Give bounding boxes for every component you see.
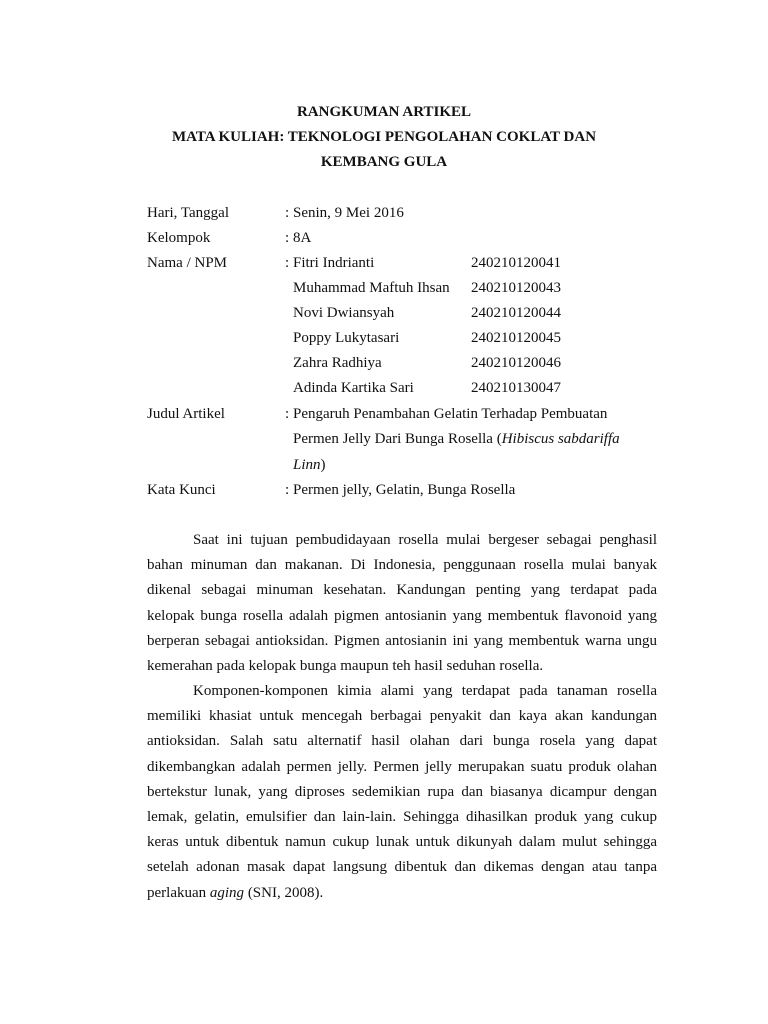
paragraph-text: perlakuan <box>147 884 210 901</box>
judul-line-1: Pengaruh Penambahan Gelatin Terhadap Pembuatan <box>293 406 608 422</box>
paragraph-italic-term: aging <box>209 884 245 901</box>
member-name: Zahra Radhiya <box>293 355 382 371</box>
judul-species-italic: Linn <box>293 457 321 473</box>
judul-text: Permen Jelly Dari Bunga Rosella ( <box>293 431 502 447</box>
course-title-line-1: MATA KULIAH: TEKNOLOGI PENGOLAHAN COKLAT DAN <box>171 129 597 145</box>
kata-kunci-label: Kata Kunci <box>147 482 216 498</box>
paragraph-line: bertekstur lunak, yang diproses sedemikian rupa dan biasanya dicampur dengan <box>147 783 657 800</box>
member-npm: 240210130047 <box>471 380 561 396</box>
paragraph-line: kelopak bunga rosella adalah pigmen antosianin yang membentuk flavonoid yang <box>147 607 657 624</box>
member-name: Adinda Kartika Sari <box>293 380 414 396</box>
colon: : <box>285 230 290 246</box>
paragraph-line: antioksidan. Salah satu alternatif hasil olahan dari bunga rosela yang dapat <box>147 733 657 750</box>
paragraph-text: (SNI, 2008). <box>244 884 324 901</box>
colon: : <box>285 482 290 498</box>
paragraph-line: Komponen-komponen kimia alami yang terdapat pada tanaman rosella <box>193 683 657 699</box>
judul-text: ) <box>320 457 326 473</box>
judul-species-italic: Hibiscus sabdariffa <box>501 431 620 447</box>
colon: : <box>285 205 290 221</box>
paragraph-line: dikembangkan adalah permen jelly. Permen jelly merupakan suatu produk olahan <box>147 758 657 775</box>
member-npm: 240210120043 <box>471 280 561 296</box>
member-npm: 240210120044 <box>471 305 561 321</box>
kelompok-value: 8A <box>293 230 312 246</box>
course-title-line-2: KEMBANG GULA <box>320 154 448 170</box>
judul-label: Judul Artikel <box>147 406 225 422</box>
kata-kunci-value: Permen jelly, Gelatin, Bunga Rosella <box>293 482 516 498</box>
paragraph-line: setelah adonan masak dapat langsung dibentuk dan dikemas dengan atau tanpa <box>147 859 657 876</box>
paragraph-line: dikenal sebagai minuman kesehatan. Kandungan penting yang terdapat pada <box>147 582 657 599</box>
member-npm: 240210120041 <box>471 255 561 271</box>
document-title: RANGKUMAN ARTIKEL <box>296 104 472 120</box>
member-npm: 240210120046 <box>471 355 561 371</box>
colon: : <box>285 406 290 422</box>
nama-label: Nama / NPM <box>147 255 227 271</box>
member-npm: 240210120045 <box>471 330 561 346</box>
paragraph-line: keras untuk dibentuk namun cukup lunak untuk dikunyah dalam mulut sehingga <box>147 834 657 851</box>
paragraph-line: kemerahan pada kelopak bunga maupun teh hasil seduhan rosella. <box>147 657 544 674</box>
paragraph-line: Saat ini tujuan pembudidayaan rosella mulai bergeser sebagai penghasil <box>193 532 657 548</box>
paragraph-line: lemak, gelatin, emulsifier dan lain-lain. Sehingga dihasilkan produk yang cukup <box>147 808 657 825</box>
judul-line-3 <box>293 456 326 474</box>
paragraph-line: bahan minuman dan makanan. Di Indonesia, penggunaan rosella mulai banyak <box>147 557 657 574</box>
paragraph-1 <box>147 528 657 679</box>
colon: : <box>285 255 290 271</box>
hari-value: Senin, 9 Mei 2016 <box>293 205 404 221</box>
member-name: Poppy Lukytasari <box>293 330 400 346</box>
kelompok-label: Kelompok <box>147 230 211 246</box>
hari-label: Hari, Tanggal <box>147 205 229 221</box>
paragraph-2 <box>147 679 657 906</box>
paragraph-last-line <box>147 881 657 906</box>
paragraph-line: memiliki khasiat untuk mencegah berbagai penyakit dan kaya akan kandungan <box>147 708 657 725</box>
paragraph-line: berperan sebagai antioksidan. Pigmen antosianin ini yang membentuk warna ungu <box>147 632 657 649</box>
member-name: Novi Dwiansyah <box>293 305 395 321</box>
member-name: Muhammad Maftuh Ihsan <box>293 280 450 296</box>
member-name: Fitri Indrianti <box>293 255 375 271</box>
judul-line-2 <box>293 430 620 448</box>
